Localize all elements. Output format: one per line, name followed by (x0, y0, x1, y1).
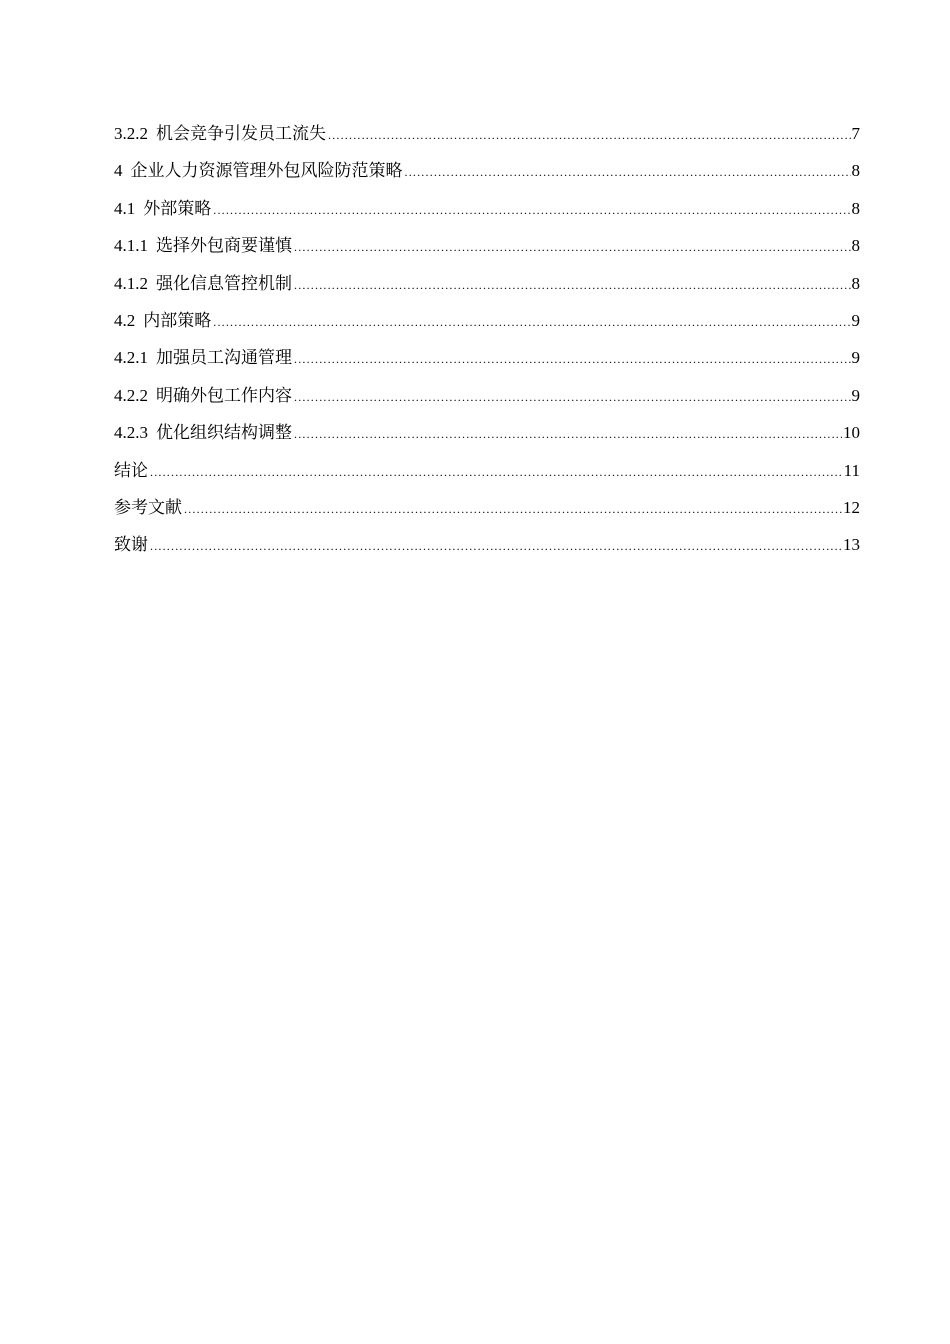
toc-entry[interactable] (114, 270, 860, 307)
toc-dot-leader (328, 121, 851, 149)
toc-entry-number: 4.1.2 (114, 273, 148, 293)
toc-entry[interactable] (114, 232, 860, 269)
toc-entry-title: 结论 (114, 460, 148, 480)
toc-dot-leader (213, 196, 850, 224)
toc-dot-leader (213, 308, 850, 336)
toc-entry[interactable] (114, 195, 860, 232)
toc-entry-number: 4.2.1 (114, 348, 148, 368)
toc-entry-page: 7 (851, 124, 860, 143)
toc-entry-number: 3.2.2 (114, 124, 148, 143)
toc-entry-page: 9 (851, 385, 860, 405)
toc-entry-page: 8 (851, 161, 860, 181)
toc-entry[interactable] (114, 457, 860, 494)
table-of-contents (114, 120, 860, 569)
toc-dot-leader (294, 383, 851, 411)
toc-entry-number: 4.2.2 (114, 385, 148, 405)
toc-entry-title: 机会竞争引发员工流失 (156, 124, 326, 143)
toc-entry-page: 8 (851, 198, 860, 218)
toc-entry[interactable] (114, 307, 860, 344)
toc-dot-leader (150, 458, 843, 486)
toc-entry[interactable] (114, 157, 860, 194)
toc-entry-page: 11 (843, 460, 860, 480)
toc-entry-title: 参考文献 (114, 497, 182, 517)
toc-dot-leader (294, 271, 851, 299)
toc-entry-title: 明确外包工作内容 (156, 385, 292, 405)
toc-entry-page: 10 (843, 423, 860, 443)
toc-dot-leader (184, 495, 842, 523)
toc-entry-title: 内部策略 (143, 310, 212, 330)
toc-entry[interactable] (114, 382, 860, 419)
toc-entry-title: 选择外包商要谨慎 (156, 236, 292, 256)
toc-dot-leader (294, 345, 851, 373)
toc-entry-title: 企业人力资源管理外包风险防范策略 (130, 161, 403, 181)
toc-dot-leader (150, 532, 842, 560)
toc-entry-title: 加强员工沟通管理 (156, 348, 292, 368)
toc-dot-leader (294, 420, 842, 448)
toc-entry[interactable] (114, 531, 860, 568)
toc-entry-page: 9 (851, 348, 860, 368)
toc-entry-page: 8 (851, 273, 860, 293)
toc-entry-title: 外部策略 (143, 198, 212, 218)
toc-entry[interactable] (114, 120, 860, 157)
toc-entry-title: 致谢 (114, 535, 148, 555)
toc-entry-number: 4.2 (114, 310, 136, 330)
toc-entry-page: 13 (843, 535, 860, 555)
toc-entry-title: 强化信息管控机制 (156, 273, 292, 293)
toc-entry-page: 12 (843, 497, 860, 517)
toc-entry-title: 优化组织结构调整 (156, 423, 292, 443)
toc-dot-leader (294, 233, 851, 261)
toc-entry[interactable] (114, 344, 860, 381)
toc-entry[interactable] (114, 494, 860, 531)
toc-dot-leader (405, 158, 851, 186)
toc-entry-page: 8 (851, 236, 860, 256)
toc-entry[interactable] (114, 419, 860, 456)
toc-entry-number: 4.1 (114, 198, 136, 218)
toc-entry-number: 4.1.1 (114, 236, 148, 256)
toc-entry-number: 4 (114, 161, 123, 181)
toc-entry-number: 4.2.3 (114, 423, 148, 443)
toc-entry-page: 9 (851, 310, 860, 330)
